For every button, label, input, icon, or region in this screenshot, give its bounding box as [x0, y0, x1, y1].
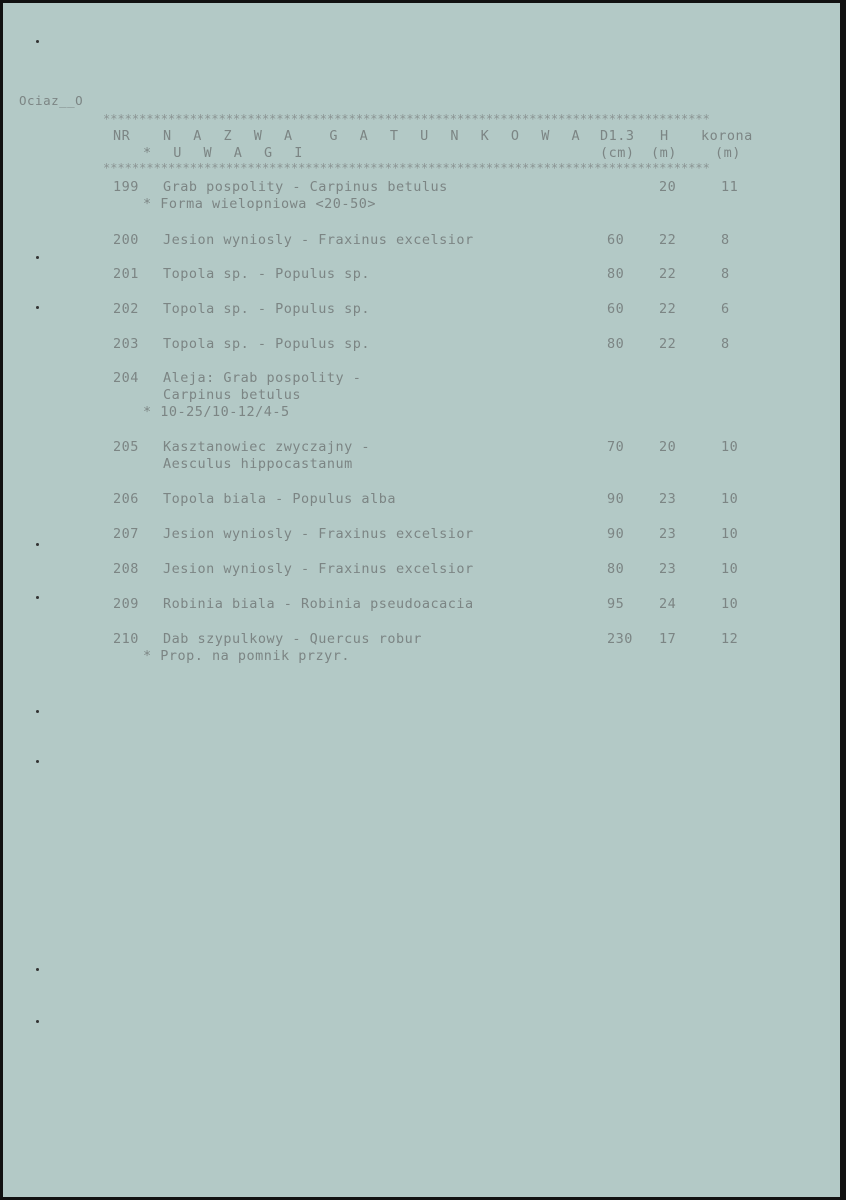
row-number: 209	[113, 596, 139, 612]
header-korona: korona	[701, 128, 753, 144]
row-number: 203	[113, 336, 139, 352]
header-h: H	[660, 128, 669, 144]
height-value: 22	[659, 266, 677, 282]
header-uwagi: * U W A G I	[143, 145, 310, 161]
species-name-line: Robinia biala - Robinia pseudoacacia	[163, 596, 474, 612]
row-number: 204	[113, 370, 139, 386]
diameter-value: 230	[607, 631, 633, 647]
diameter-value: 95	[607, 596, 625, 612]
species-name-line: Kasztanowiec zwyczajny -	[163, 439, 371, 455]
height-value: 17	[659, 631, 677, 647]
species-name-line: Dab szypulkowy - Quercus robur	[163, 631, 422, 647]
diameter-value: 80	[607, 561, 625, 577]
height-value: 20	[659, 439, 677, 455]
row-note: * Prop. na pomnik przyr.	[143, 648, 351, 664]
species-name-line: Topola sp. - Populus sp.	[163, 336, 371, 352]
row-number: 205	[113, 439, 139, 455]
row-number: 210	[113, 631, 139, 647]
crown-value: 8	[721, 266, 730, 282]
species-name-line: Jesion wyniosly - Fraxinus excelsior	[163, 232, 474, 248]
punch-mark	[36, 306, 39, 309]
sheet-label: Ociaz__O	[19, 93, 84, 108]
row-number: 201	[113, 266, 139, 282]
row-number: 199	[113, 179, 139, 195]
header-species-name: N A Z W A G A T U N K O W A	[163, 128, 587, 144]
punch-mark	[36, 40, 39, 43]
header-d13: D1.3	[600, 128, 635, 144]
species-name-line: Jesion wyniosly - Fraxinus excelsior	[163, 561, 474, 577]
punch-mark	[36, 710, 39, 713]
row-note: * 10-25/10-12/4-5	[143, 404, 290, 420]
crown-value: 10	[721, 526, 739, 542]
header-nr: NR	[113, 128, 131, 144]
header-korona-unit: (m)	[715, 145, 741, 161]
row-number: 208	[113, 561, 139, 577]
diameter-value: 60	[607, 232, 625, 248]
height-value: 23	[659, 561, 677, 577]
header-d13-unit: (cm)	[600, 145, 635, 161]
row-note: * Forma wielopniowa <20-50>	[143, 196, 376, 212]
crown-value: 10	[721, 439, 739, 455]
species-name-line: Topola sp. - Populus sp.	[163, 301, 371, 317]
species-name-line: Aleja: Grab pospolity -	[163, 370, 362, 386]
height-value: 23	[659, 526, 677, 542]
header-h-unit: (m)	[651, 145, 677, 161]
species-name-line: Jesion wyniosly - Fraxinus excelsior	[163, 526, 474, 542]
document-page	[3, 3, 840, 1197]
species-name-line: Aesculus hippocastanum	[163, 456, 353, 472]
diameter-value: 80	[607, 336, 625, 352]
diameter-value: 70	[607, 439, 625, 455]
row-number: 206	[113, 491, 139, 507]
crown-value: 10	[721, 596, 739, 612]
height-value: 22	[659, 232, 677, 248]
row-number: 200	[113, 232, 139, 248]
punch-mark	[36, 1020, 39, 1023]
height-value: 22	[659, 336, 677, 352]
diameter-value: 60	[607, 301, 625, 317]
punch-mark	[36, 543, 39, 546]
height-value: 24	[659, 596, 677, 612]
crown-value: 8	[721, 336, 730, 352]
crown-value: 12	[721, 631, 739, 647]
height-value: 20	[659, 179, 677, 195]
diameter-value: 90	[607, 526, 625, 542]
punch-mark	[36, 968, 39, 971]
diameter-value: 90	[607, 491, 625, 507]
height-value: 23	[659, 491, 677, 507]
separator-top: ************************************************************************************	[103, 113, 710, 125]
separator-bottom: ************************************************************************************	[103, 162, 710, 174]
species-name-line: Carpinus betulus	[163, 387, 302, 403]
crown-value: 10	[721, 561, 739, 577]
crown-value: 10	[721, 491, 739, 507]
species-name-line: Topola sp. - Populus sp.	[163, 266, 371, 282]
punch-mark	[36, 760, 39, 763]
row-number: 207	[113, 526, 139, 542]
diameter-value: 80	[607, 266, 625, 282]
species-name-line: Topola biala - Populus alba	[163, 491, 396, 507]
species-name-line: Grab pospolity - Carpinus betulus	[163, 179, 448, 195]
punch-mark	[36, 596, 39, 599]
punch-mark	[36, 256, 39, 259]
crown-value: 11	[721, 179, 739, 195]
crown-value: 8	[721, 232, 730, 248]
row-number: 202	[113, 301, 139, 317]
height-value: 22	[659, 301, 677, 317]
crown-value: 6	[721, 301, 730, 317]
